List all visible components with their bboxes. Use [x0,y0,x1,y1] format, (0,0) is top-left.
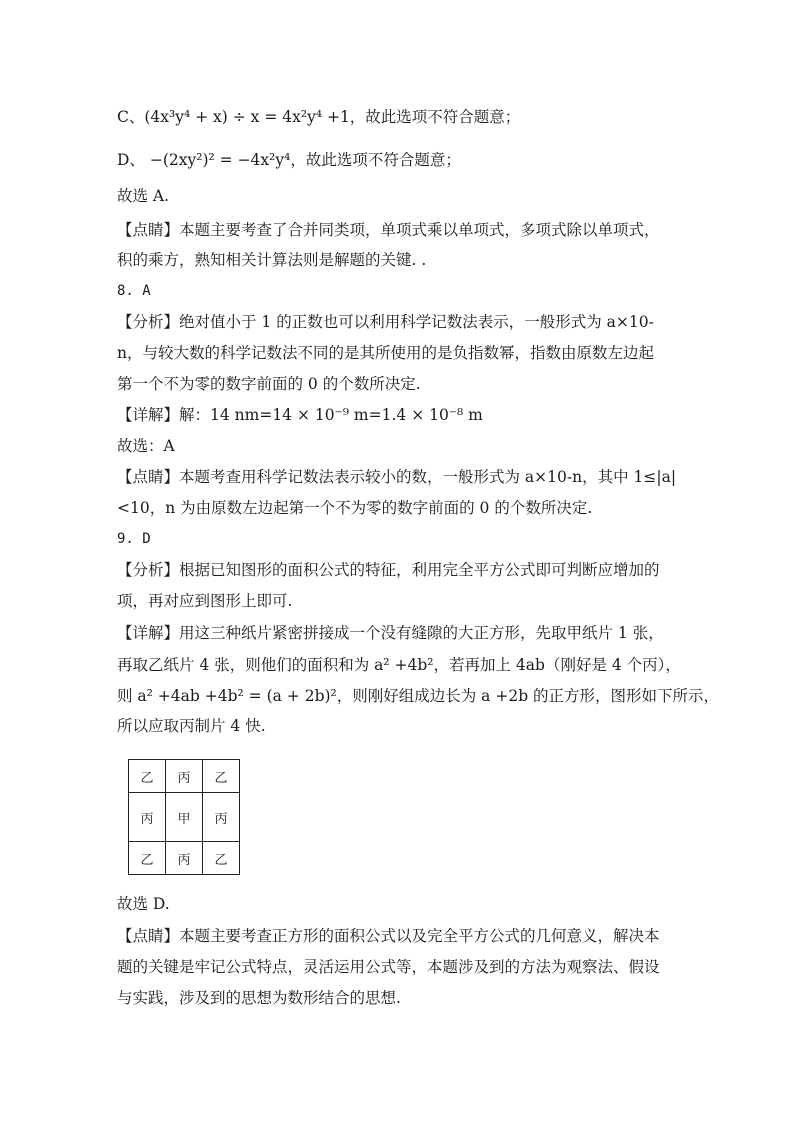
analysis-9-line1: 【分析】根据已知图形的面积公式的特征，利用完全平方公式即可判断应增加的 [117,561,660,579]
comment-9-line3: 与实践，涉及到的思想为数形结合的思想. [117,989,401,1007]
solution-9-line1: 【详解】用这三种纸片紧密拼接成一个没有缝隙的大正方形，先取甲纸片 1 张， [117,624,664,642]
figure-cell: 乙 [203,760,240,793]
figure-cell: 丙 [129,793,166,842]
comment-7-line2: 积的乘方，熟知相关计算法则是解题的关键. . [117,251,427,269]
analysis-8-line2: n，与较大数的科学记数法不同的是其所使用的是负指数幂，指数由原数左边起 [117,344,654,362]
question-8-answer: 8. A [117,283,151,299]
solution-9-line3: 则 a² +4ab +4b² = (a + 2b)²，则刚好组成边长为 a +2b 的正方形，图形如下所示， [117,687,720,705]
comment-7-line1: 【点睛】本题主要考查了合并同类项，单项式乘以单项式，多项式除以单项式， [117,221,660,239]
comment-9-line2: 题的关键是牢记公式特点，灵活运用公式等，本题涉及到的方法为观察法、假设 [117,958,660,976]
option-d-text: D、 −(2xy²)² = −4x²y⁴，故此选项不符合题意； [117,151,461,169]
answer-9: 故选 D. [117,895,170,913]
figure-cell: 丙 [203,793,240,842]
figure-cell: 丙 [166,842,203,875]
figure-cell: 乙 [129,842,166,875]
solution-9-line4: 所以应取丙制片 4 快. [117,717,266,735]
comment-8-line1: 【点睛】本题考查用科学记数法表示较小的数，一般形式为 a×10-n，其中 1≤|a| [117,468,677,486]
analysis-8-line1: 【分析】绝对值小于 1 的正数也可以利用科学记数法表示，一般形式为 a×10- [117,313,654,331]
answer-7: 故选 A. [117,187,170,205]
figure-cell: 乙 [129,760,166,793]
figure-cell: 丙 [166,760,203,793]
figure-cell: 甲 [166,793,203,842]
analysis-8-line3: 第一个不为零的数字前面的 0 的个数所决定. [117,375,421,393]
solution-9-line2: 再取乙纸片 4 张，则他们的面积和为 a² +4b²，若再加上 4ab（刚好是 4 个丙）， [117,656,681,674]
comment-9-line1: 【点睛】本题主要考查正方形的面积公式以及完全平方公式的几何意义，解决本 [117,927,660,945]
option-c-text: C、(4x³y⁴ + x) ÷ x = 4x²y⁴ +1，故此选项不符合题意； [117,108,521,126]
question-9-answer: 9. D [117,531,151,547]
answer-8: 故选：A [117,437,175,455]
analysis-9-line2: 项，再对应到图形上即可. [117,592,293,610]
figure-cell: 乙 [203,842,240,875]
solution-8: 【详解】解：14 nm=14 × 10⁻⁹ m=1.4 × 10⁻⁸ m [117,406,483,424]
comment-8-line2: <10，n 为由原数左边起第一个不为零的数字前面的 0 的个数所决定. [117,499,593,517]
paper-arrangement-figure [128,759,240,875]
